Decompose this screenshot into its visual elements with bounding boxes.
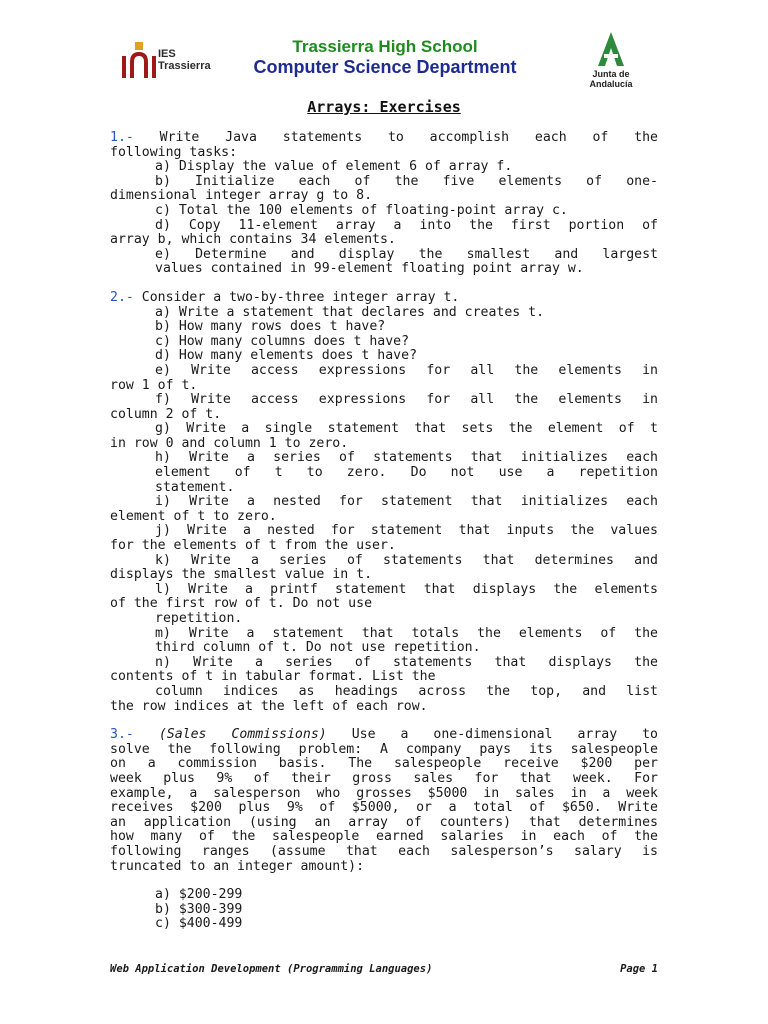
exercise-3-text: solve the following problem: A company pays its salespeople <box>110 741 658 757</box>
ies-logo-mark-icon <box>120 40 158 82</box>
exercise-3-text: receives $200 plus 9% of $5000, or a total of $650. Write <box>110 800 658 816</box>
exercise-list <box>110 131 658 946</box>
task-j: j) Write a nested for statement that inputs the values <box>155 523 658 539</box>
ies-logo-text: IES Trassierra <box>158 48 211 72</box>
exercise-3-text: how many of the salespeople earned salaries in each of the <box>110 829 658 845</box>
range-item: a) $200-299 <box>155 887 243 903</box>
department-name: Computer Science Department <box>253 57 517 77</box>
exercise-2-intro: 2.- Consider a two-by-three integer array t. <box>110 289 460 305</box>
exercise-3-text: truncated to an integer amount): <box>110 858 365 874</box>
task-l-cont-2: repetition. <box>155 611 243 626</box>
task-h-cont-2: statement. <box>155 479 235 495</box>
task-e: e) Determine and display the smallest and largest <box>155 246 658 262</box>
task-n-cont: contents of t in tabular format. List the <box>110 669 436 685</box>
task-c: c) Total the 100 elements of floating-point array c. <box>155 202 568 218</box>
task-n-cont-3: the row indices at the left of each row. <box>110 698 428 714</box>
task-n-cont-2: column indices as headings across the top, and list <box>155 683 658 699</box>
task-e: e) Write access expressions for all the elements in <box>155 362 658 378</box>
task-f-cont: column 2 of t. <box>110 406 222 422</box>
task-e-cont: values contained in 99-element floating point array w. <box>155 261 584 277</box>
range-item: b) $300-399 <box>155 901 243 917</box>
exercise-1-intro-cont: following tasks: <box>110 144 238 160</box>
task-a: a) Write a statement that declares and creates t. <box>155 304 545 320</box>
task-d-cont: array b, which contains 34 elements. <box>110 232 396 248</box>
task-e-cont: row 1 of t. <box>110 377 198 393</box>
task-k: k) Write a series of statements that determines and <box>155 552 658 568</box>
exercise-3-topic: (Sales Commissions) <box>158 727 327 743</box>
exercise-3-text: week plus 9% of their gross sales for that week. For <box>110 770 658 786</box>
exercise-3-text: on a commission basis. The salespeople receive $200 per <box>110 756 658 772</box>
task-h: h) Write a series of statements that initializes each <box>155 450 658 466</box>
range-item: c) $400-499 <box>155 916 243 932</box>
task-b: b) Initialize each of the five elements of one- <box>155 173 658 189</box>
task-i: i) Write a nested for statement that initializes each <box>155 494 658 510</box>
exercise-3-text: example, a salesperson who grosses $5000 in sales in a week <box>110 785 658 801</box>
task-b: b) How many rows does t have? <box>155 319 386 335</box>
task-n: n) Write a series of statements that displays the <box>155 654 658 670</box>
task-d: d) Copy 11-element array a into the first portion of <box>155 217 658 233</box>
task-g-cont: in row 0 and column 1 to zero. <box>110 435 349 451</box>
page-number: Page 1 <box>620 963 658 975</box>
school-name: Trassierra High School <box>292 37 478 56</box>
exercise-1 <box>110 131 658 277</box>
task-a: a) Display the value of element 6 of array f. <box>155 159 513 175</box>
exercise-number: 3.- <box>110 727 134 743</box>
junta-logo-mark-icon <box>570 30 652 68</box>
task-f: f) Write access expressions for all the elements in <box>155 392 658 408</box>
task-d: d) How many elements does t have? <box>155 348 418 364</box>
exercise-3 <box>110 728 658 932</box>
junta-logo-text: Junta de Andalucía <box>589 69 633 89</box>
exercise-3-text: following ranges (assume that each salesperson’s salary is <box>110 843 658 859</box>
header-titles <box>200 37 570 78</box>
page-footer <box>110 963 658 975</box>
task-k-cont: displays the smallest value in t. <box>110 567 373 583</box>
junta-andalucia-logo <box>570 30 652 89</box>
ies-trassierra-logo <box>120 40 210 82</box>
task-g: g) Write a single statement that sets the element of t <box>155 421 658 437</box>
exercise-number: 2.- <box>110 289 134 305</box>
exercise-number: 1.- <box>110 130 134 145</box>
exercise-3-text: an application (using an array of counters) that determines <box>110 814 658 830</box>
task-l-cont: of the first row of t. Do not use <box>110 596 373 612</box>
page-header <box>0 0 768 95</box>
task-c: c) How many columns does t have? <box>155 333 410 349</box>
footer-course: Web Application Development (Programming Languages) <box>110 963 433 975</box>
page-title: Arrays: Exercises <box>307 98 461 116</box>
task-i-cont: element of t to zero. <box>110 508 277 524</box>
exercise-3-intro: 3.- (Sales Commissions) Use a one-dimensional array to <box>110 727 658 743</box>
task-m-cont: third column of t. Do not use repetition. <box>155 640 481 656</box>
exercise-2 <box>110 291 658 714</box>
exercise-1-intro: 1.- Write Java statements to accomplish each of the <box>110 130 658 145</box>
task-m: m) Write a statement that totals the elements of the <box>155 625 658 641</box>
task-l: l) Write a printf statement that displays the elements <box>155 581 658 597</box>
task-j-cont: for the elements of t from the user. <box>110 538 396 554</box>
task-b-cont: dimensional integer array g to 8. <box>110 188 373 204</box>
task-h-cont: element of t to zero. Do not use a repetition <box>155 465 658 481</box>
